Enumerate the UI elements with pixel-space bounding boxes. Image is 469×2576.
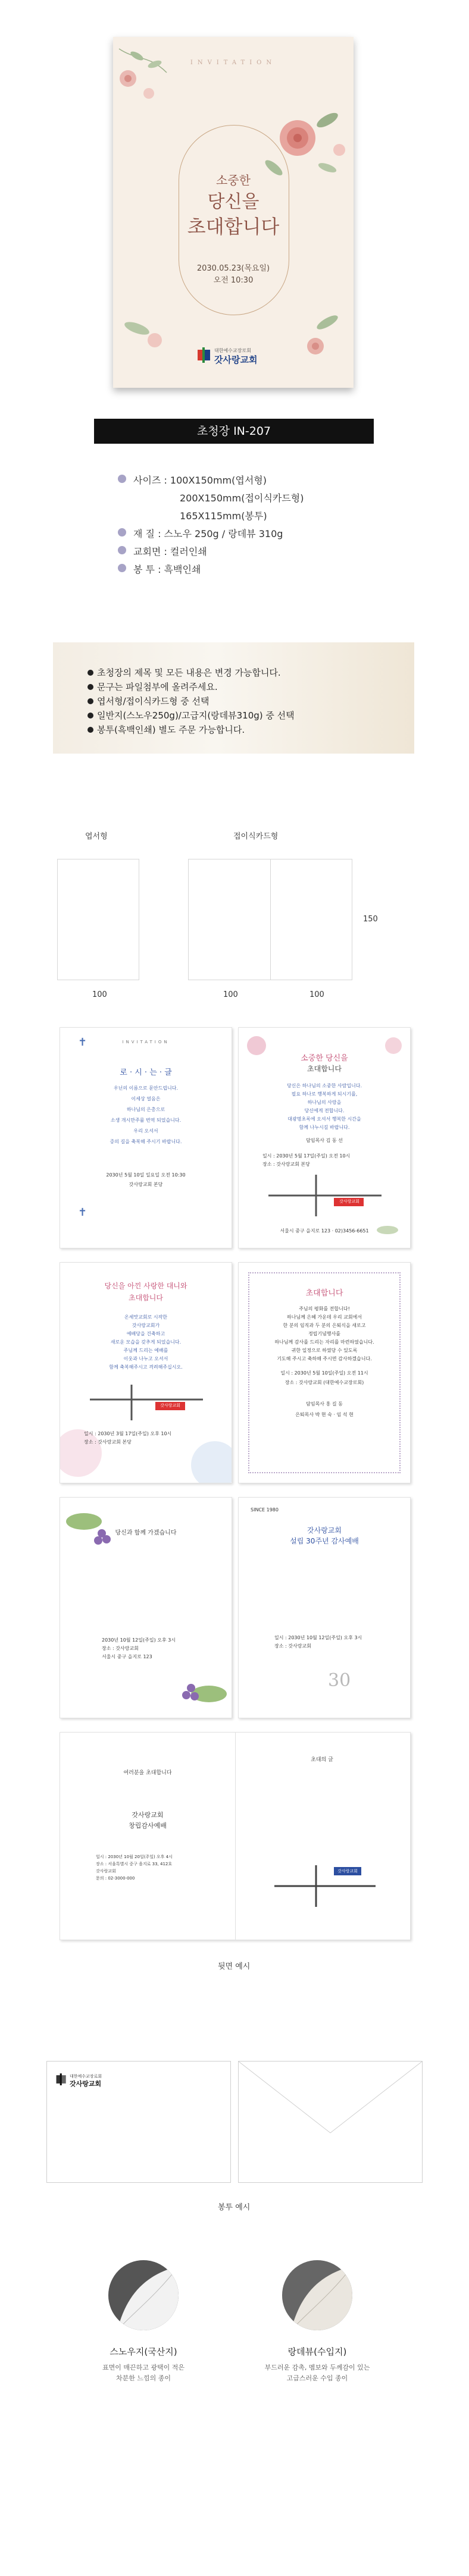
map-tag: 갓사랑교회 xyxy=(160,1403,180,1408)
sample-sign: 담임목사 홍 길 동 xyxy=(306,1401,343,1407)
notice-text: 봉투(흑백인쇄) 별도 주문 가능합니다. xyxy=(97,724,245,735)
sample-card-2 xyxy=(238,1027,411,1248)
back-example-label: 뒷면 예시 xyxy=(218,1962,251,1971)
sample-card-6 xyxy=(238,1497,411,1718)
hero-line-3: 초대합니다 xyxy=(187,215,280,238)
spec-text: 교회면 : 컬러인쇄 xyxy=(133,546,207,557)
hero-line-2: 당신을 xyxy=(207,192,259,212)
notice-text: 초청장의 제목 및 모든 내용은 변경 가능합니다. xyxy=(97,667,281,678)
spec-text: 봉 투 : 흑백인쇄 xyxy=(133,564,201,575)
sample-line: 우리 오셔서 xyxy=(133,1128,158,1134)
sample-line: 주님의 평화를 전합니다! xyxy=(299,1306,350,1311)
sample-line: 하나님의 사랑을 xyxy=(307,1100,342,1105)
sample-date: 2030년 10월 12일(주일) 오후 3시 xyxy=(102,1637,176,1643)
fold-line xyxy=(235,1733,236,1940)
envelope-logo-small: 대한예수교장로회 xyxy=(70,2074,102,2079)
postcard-size-box xyxy=(57,859,139,980)
anniversary-number: 30 xyxy=(328,1670,351,1691)
sample-line: 우닌의 이름으로 문안드립니다. xyxy=(113,1085,179,1091)
cross-icon: ✝ xyxy=(78,1206,87,1219)
sample-line: 온세맛교회로 시작한 xyxy=(124,1314,168,1320)
hero-time: 오전 10:30 xyxy=(213,276,254,285)
sample-address: 서울시 중구 을지로 123 xyxy=(102,1654,152,1659)
hero-invitation-card xyxy=(113,37,354,388)
sample-card-5 xyxy=(60,1497,232,1718)
envelope-example-label: 봉투 예시 xyxy=(218,2203,251,2212)
sample-card-4 xyxy=(238,1262,411,1483)
product-title-bar: 초청장 IN-207 xyxy=(94,419,374,444)
fold-line xyxy=(270,859,271,980)
sample-line: 함께 축복해주시고 격려해주십시오. xyxy=(109,1364,183,1370)
sample-line: 새로운 모습을 갖추게 되었습니다. xyxy=(110,1339,182,1345)
church-logo-icon xyxy=(55,2073,67,2085)
fold-left-info: 갓사랑교회 xyxy=(96,1869,116,1874)
bullet-dot-icon xyxy=(118,546,126,554)
envelope-front xyxy=(46,2061,231,2183)
sample-line: 하나님께 은혜 가운데 우리 교회에서 xyxy=(286,1314,362,1320)
bullet-dot-icon xyxy=(87,698,93,704)
hero-date: 2030.05.23(목요일) xyxy=(196,264,270,273)
sample-line: 이세상 얼음은 xyxy=(131,1096,161,1102)
sample-footer: 갓사랑교회 본당 xyxy=(129,1182,163,1187)
bullet-dot-icon xyxy=(118,564,126,572)
logo-big-text: 갓사랑교회 xyxy=(214,354,258,365)
spec-row xyxy=(118,472,398,490)
notice-box xyxy=(53,642,414,754)
bullet-dot-icon xyxy=(87,727,93,733)
sample-line: 주님께 드리는 예배를 xyxy=(123,1348,168,1353)
sample-line: 예배당을 건축하고 xyxy=(126,1331,165,1336)
sample-since: SINCE 1980 xyxy=(251,1507,279,1513)
spec-row xyxy=(118,490,398,507)
fold-left-title: 갓사랑교회 xyxy=(132,1811,164,1819)
bullet-dot-icon xyxy=(118,475,126,483)
sample-place: 장소 : 갓사랑교회 xyxy=(102,1646,139,1651)
spec-text: 200X150mm(접이식카드형) xyxy=(180,492,304,504)
rendezvous-paper-desc: 부드러운 감촉, 멤보와 두께감이 있는 xyxy=(264,2364,370,2371)
bullet-dot-icon xyxy=(87,670,93,676)
hero-line-1: 소중한 xyxy=(216,173,251,187)
map-tag: 갓사랑교회 xyxy=(337,1869,358,1874)
sample-card-1 xyxy=(60,1027,232,1248)
folding-right-width-label: 100 xyxy=(309,990,324,999)
bullet-dot-icon xyxy=(87,713,93,718)
sample-line: 하나님께 감사를 드리는 자리를 마련하였습니다. xyxy=(274,1339,374,1345)
sample-date: 일시 : 2030년 5월 17일(주일) 오전 10시 xyxy=(262,1153,351,1159)
snow-paper-name: 스노우지(국산지) xyxy=(110,2346,177,2357)
sample-title: 초대합니다 xyxy=(305,1289,343,1298)
sample-place: 장소 : 갓사랑교회 xyxy=(274,1643,311,1649)
rendezvous-paper-sample xyxy=(282,2260,352,2330)
sample-line: 한 분의 임직과 두 분의 은퇴식을 새로고 xyxy=(283,1323,366,1328)
envelope-back xyxy=(238,2061,423,2183)
sample-title: 초대합니다 xyxy=(307,1065,342,1073)
notice-item xyxy=(87,709,295,723)
folding-left-width-label: 100 xyxy=(223,990,238,999)
sample-place: 장소 : 갓사랑교회 (대한예수교장로회) xyxy=(284,1380,364,1385)
sample-place: 장소 : 갓사랑교회 본당 xyxy=(262,1162,310,1167)
fold-left-title: 창립감사예배 xyxy=(129,1822,167,1830)
sample-title: 당신과 함께 가겠습니다 xyxy=(115,1530,177,1536)
folding-card-open xyxy=(60,1732,411,1940)
spec-text: 165X115mm(봉투) xyxy=(180,510,267,522)
spec-row xyxy=(118,507,398,525)
sample-line: 필요 하나로 행복하게 되시기를, xyxy=(291,1091,358,1097)
notice-text: 엽서형/접이식카드형 중 선택 xyxy=(97,696,210,707)
sample-card-3 xyxy=(60,1262,232,1483)
rendezvous-paper-desc: 고급스러운 수입 종이 xyxy=(286,2374,348,2382)
notice-item xyxy=(87,680,218,695)
sample-line: 당신은 하나님의 소중한 사람입니다. xyxy=(286,1083,362,1088)
sample-address: 서울시 중구 을지로 123 · 02)3456-6651 xyxy=(280,1228,369,1234)
sample-header: INVITATION xyxy=(122,1040,170,1044)
postcard-size-label: 엽서형 xyxy=(85,832,108,841)
fold-left-top: 여러분을 초대합니다 xyxy=(123,1770,172,1776)
sample-title: 설립 30주년 감사예배 xyxy=(290,1537,359,1545)
notice-text: 문구는 파일첨부에 올려주세요. xyxy=(97,682,218,692)
sample-line: 당신에게 전합니다. xyxy=(304,1108,345,1113)
logo-small-text: 대한예수교장로회 xyxy=(214,348,251,353)
map-diagram xyxy=(268,1862,382,1910)
invitation-word: INVITATION xyxy=(190,59,277,66)
sample-line: 함께 나누시길 바랍니다. xyxy=(299,1125,350,1130)
sample-line: 증의 길을 축복해 주시기 바랍니다. xyxy=(110,1139,182,1144)
sample-title: 당신을 아낀 사랑한 대니와 xyxy=(104,1282,187,1290)
sample-title: 초대합니다 xyxy=(129,1294,163,1302)
sample-line: 대광명초록에 오셔서 행복한 시간을 xyxy=(287,1116,361,1122)
sample-title: 소중한 당신을 xyxy=(301,1054,348,1063)
envelope-logo-big: 갓사랑교회 xyxy=(70,2080,102,2088)
spec-list xyxy=(118,472,398,579)
bullet-dot-icon xyxy=(87,684,93,690)
paper-curl-icon xyxy=(282,2260,352,2330)
sample-footer: 2030년 5월 10일 일요일 오전 10:30 xyxy=(106,1172,186,1178)
folding-size-label: 접이식카드형 xyxy=(233,832,279,841)
bullet-dot-icon xyxy=(118,528,126,536)
fold-left-info: 일시 : 2030년 10월 20일(주일) 오후 4시 xyxy=(96,1855,173,1859)
folding-size-box xyxy=(188,859,352,980)
floral-top-left-decoration xyxy=(113,37,220,126)
snow-paper-desc: 표면이 매끈하고 광택이 적은 xyxy=(102,2364,185,2371)
height-label: 150 xyxy=(363,915,378,924)
sample-place: 장소 : 갓사랑교회 본당 xyxy=(84,1439,132,1445)
fold-left-info: 장소 : 서울특별시 중구 을지로 33, 412호 xyxy=(96,1862,173,1866)
spec-text: 사이즈 : 100X150mm(엽서형) xyxy=(133,475,267,486)
sample-line: 소생 개시만주룰 번역 되었습니다. xyxy=(110,1118,182,1123)
spec-row xyxy=(118,543,398,561)
sample-title: 로 · 시 · 는 · 글 xyxy=(120,1068,172,1077)
notice-item xyxy=(87,695,209,709)
map-tag: 갓사랑교회 xyxy=(339,1199,359,1204)
rendezvous-paper-name: 랑데뷰(수입지) xyxy=(287,2346,347,2357)
fold-right-title: 초대의 글 xyxy=(311,1757,333,1763)
sample-date: 일시 : 2030년 5월 10일(주일) 오전 11시 xyxy=(280,1370,368,1376)
sample-line: 귀한 일정으로 하였당 수 있도록 xyxy=(291,1348,358,1353)
notice-item xyxy=(87,666,281,680)
sample-line: 이웃과 나누고 오셔서 xyxy=(123,1356,168,1361)
church-logo-icon xyxy=(196,347,212,363)
sample-date: 일시 : 2030년 3월 17일(주일) 오후 10시 xyxy=(84,1431,172,1436)
sample-line: 갓사랑교회가 xyxy=(132,1323,160,1328)
notice-item xyxy=(87,723,245,738)
spec-row xyxy=(118,525,398,543)
postcard-width-label: 100 xyxy=(92,990,107,999)
notice-text: 일반지(스노우250g)/고급지(랑데뷰310g) 중 선택 xyxy=(97,710,295,721)
sample-sign: 담임목사 김 동 선 xyxy=(306,1138,343,1143)
sample-title: 갓사랑교회 xyxy=(307,1526,342,1535)
envelope-flap xyxy=(239,2062,422,2182)
snow-paper-sample xyxy=(108,2260,179,2330)
church-logo xyxy=(196,346,274,365)
spec-row xyxy=(118,561,398,579)
map-diagram xyxy=(262,1172,387,1219)
sample-date: 일시 : 2030년 10월 12일(주일) 오후 3시 xyxy=(274,1635,362,1640)
sample-line: 정립기념행사를 xyxy=(308,1331,341,1336)
paper-curl-icon xyxy=(108,2260,179,2330)
snow-paper-desc: 차분한 느낌의 종이 xyxy=(115,2374,171,2382)
spec-text: 재 질 : 스노우 250g / 랑데뷰 310g xyxy=(133,528,283,539)
sample-sign: 은퇴목사 박 현 숙 · 임 석 현 xyxy=(295,1412,354,1417)
sample-line: 하나님의 은총으로 xyxy=(126,1107,165,1112)
sample-line: 기도해 주시고 축하해 주시면 감사하겠습니다. xyxy=(277,1356,372,1361)
fold-left-info: 문의 : 02-3000-000 xyxy=(96,1876,135,1881)
map-diagram xyxy=(84,1382,209,1423)
cross-icon: ✝ xyxy=(78,1036,87,1049)
